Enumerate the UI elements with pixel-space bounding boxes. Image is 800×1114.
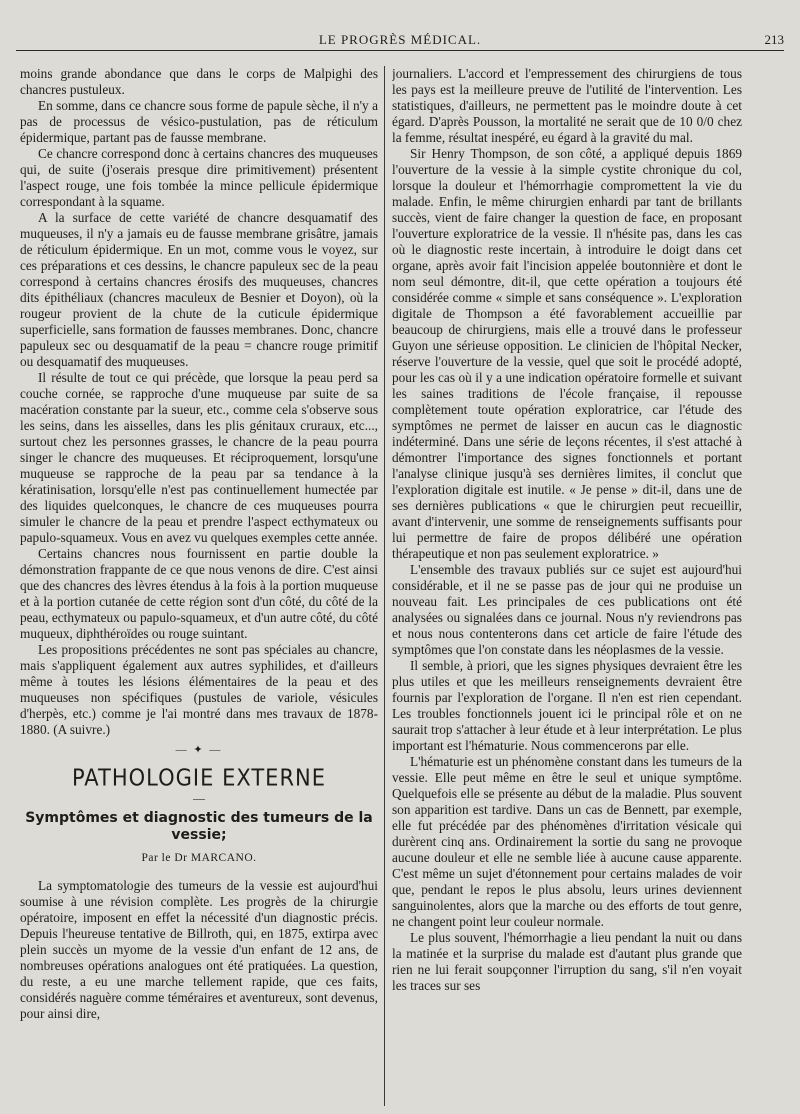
- paragraph: Ce chancre correspond donc à certains chancres des muqueuses qui, de suite (j'oserais presque dire primitivement) présentent l'aspect rouge, une fois tombée la mince pellicule épidermique correspondant à la squame.: [20, 146, 378, 209]
- page-number: 213: [764, 32, 784, 47]
- paragraph: moins grande abondance que dans le corps de Malpighi des chancres pustuleux.: [20, 66, 378, 97]
- journal-title: LE PROGRÈS MÉDICAL.: [318, 32, 482, 47]
- left-column: [20, 66, 378, 1114]
- paragraph: La symptomatologie des tumeurs de la vessie est aujourd'hui soumise à une révision complète. Les progrès de la chirurgie opératoire, imposent en effet la nécessité d'un diagnostic précis. Depuis l'heureuse tentative de Billroth, qui, en 1875, extirpa avec plein succès un myome de la vessie d'un enfant de 12 ans, de nombreuses opérations analogues ont été pratiquées. La question, du reste, a eu une marche tellement rapide, que ces faits, considérés naguère comme téméraires et aventureux, sont devenus, pour ainsi dire,: [20, 878, 378, 1021]
- paragraph: L'hématurie est un phénomène constant dans les tumeurs de la vessie. Elle peut même en être le seul et unique symptôme. Quelquefois elle se présente au début de la maladie. Plus souvent son apparition est tardive. Dans un cas de Bennett, par exemple, elle fut précédée par des phénomènes d'irritation vésicale qui durèrent cinq ans. Ordinairement la sortie du sang ne provoque aucune douleur et elle ne semble liée à aucune cause apparente. C'est même un sujet d'étonnement pour certains malades de voir que, pendant le repos le plus absolu, leurs urines deviennent sanguinolentes, alors que la marche ou des efforts de tout genre, ne changent point leur couleur normale.: [392, 754, 742, 929]
- paragraph: journaliers. L'accord et l'empressement des chirurgiens de tous les pays est la meilleure preuve de l'utilité de l'intervention. Les statistiques, d'ailleurs, ne permettent pas le moindre doute à cet égard. D'après Pousson, la mortalité ne serait que de 10 0/0 chez la femme, résultat inespéré, eu égard à la gravité du mal.: [392, 66, 742, 145]
- right-column: [392, 66, 742, 1114]
- paragraph: L'ensemble des travaux publiés sur ce sujet est aujourd'hui considérable, et il ne se passe pas de jour qui ne produise un nouveau fait. Les principales de ces publications ont été analysées ou signalées dans ce journal. Nous n'y reviendrons pas et nous nous contenterons dans cet article de faire l'étude des symptômes que l'on constate dans les néoplasmes de la vessie.: [392, 562, 742, 657]
- page-header: [16, 28, 784, 51]
- paragraph: Sir Henry Thompson, de son côté, a appliqué depuis 1869 l'ouverture de la vessie à la simple cystite chronique du col, lorsque la douleur et l'hémorrhagie compromettent la vie du malade. Enfin, le même chirurgien enhardi par tant de brillants succès, vient de faire changer la question de face, en proposant l'ouverture exploratrice de la vessie. Il n'hésite pas, dans les cas où le diagnostic reste incertain, à introduire le doigt dans cet organe, après avoir fait l'incision appelée boutonnière et dont le nom seul démontre, dit-il, que cette opération a toujours été considérée comme « simple et sans conséquence ». L'exploration digitale de Thompson a été favorablement accueillie par beaucoup de chirurgiens, mais elle a trouvé dans le professeur Guyon une sérieuse opposition. Le clinicien de l'hôpital Necker, réserve l'ouverture de la vessie, quel que soit le procédé adopté, pour les cas où il y a une indication opératoire formelle et suivant les saines traditions de l'école française, il repousse complètement toute opération exploratrice, car l'étude des symptômes ne permet de laisser en aucun cas le diagnostic indéterminé. Dans une série de leçons récentes, il s'est attaché à démontrer l'importance des signes fonctionnels et portant l'analyse clinique jusqu'à ses dernières limites, il conclut que l'exploration digitale est inutile. « Je pense » dit-il, dans une de ses dernières publications « que le chirurgien peut recueillir, avant d'intervenir, une somme de renseignements suffisants pour lui permettre de faire de propos délibéré une opération thérapeutique et non pas seulement exploratrice. »: [392, 146, 742, 561]
- byline: Par le Dr MARCANO.: [141, 852, 257, 864]
- paragraph: Il résulte de tout ce qui précède, que lorsque la peau perd sa couche cornée, se rapproche d'une muqueuse par suite de sa macération constante par la sueur, etc., comme cela s'observe sous les seins, dans les aisselles, dans les plis génitaux cruraux, etc..., surtout chez les personnes grasses, le chancre de la peau pourra singer le chancre des muqueuses. Et réciproquement, lorsqu'une muqueuse se rapproche de la peau par sa tendance à la kératinisation, lorsqu'elle n'est pas continuellement humectée par des liquides quelconques, le chancre de ces muqueuses pourra simuler le chancre de la peau et prendre l'aspect ecthymateux ou papulo-squameux. Vous en avez vu quelques exemples cette année.: [20, 370, 378, 545]
- paragraph: Certains chancres nous fournissent en partie double la démonstration frappante de ce que nous venons de dire. C'est ainsi que des chancres des lèvres étendus à la fois à la portion muqueuse et à la portion cutanée de cette région sont d'un côté, du côté de la peau, ecthymateux ou papulo-squameux, et d'un autre côté, du côté muqueux, diphthéroïdes ou rouge suintant.: [20, 546, 378, 641]
- paragraph: Les propositions précédentes ne sont pas spéciales au chancre, mais s'appliquent également aux autres syphilides, et d'ailleurs même à toutes les lésions élémentaires de la peau et des muqueuses non spécifiques (pustules de variole, vésicules d'herpès, etc.) comme je l'ai montré dans mes travaux de 1878-1880. (A suivre.): [20, 642, 378, 737]
- column-divider: [384, 66, 385, 1106]
- section-dash: —: [193, 791, 205, 805]
- section-heading: PATHOLOGIE EXTERNE: [71, 764, 327, 792]
- ornament-divider: — ✦ —: [175, 744, 223, 756]
- article-title: Symptômes et diagnostic des tumeurs de la vessie;: [25, 810, 373, 843]
- paragraph: En somme, dans ce chancre sous forme de papule sèche, il n'y a pas de processus de vésico-pustulation, pas de réticulum épidermique, partant pas de fausse membrane.: [20, 98, 378, 145]
- paragraph: A la surface de cette variété de chancre desquamatif des muqueuses, il n'y a jamais eu de fausse membrane grisâtre, jamais de réticulum épidermique. En un mot, comme vous le voyez, sur ces préparations et ces dessins, le chancre papuleux sec de la peau correspond à certains chancres érosifs des muqueuses, chancres dits épithéliaux (chancres maculeux de Besnier et Doyon), où la rougeur provient de la chute de la cuticule épidermique superficielle, sans formation de fausses membranes. Donc, chancre papuleux sec ou desquamatif de la peau = chancre rouge primitif ou desquamatif des muqueuses.: [20, 210, 378, 369]
- paragraph: Le plus souvent, l'hémorrhagie a lieu pendant la nuit ou dans la matinée et la surprise du malade est d'autant plus grande que rien ne lui ferait soupçonner l'irruption du sang, s'il n'en voyait les traces sur ses: [392, 930, 742, 993]
- paragraph: Il semble, à priori, que les signes physiques devraient être les plus utiles et que les meilleurs renseignements devraient être fournis par l'exploration de l'organe. Il n'en est rien cependant. Les troubles fonctionnels jouent ici le principal rôle et on ne saurait trop s'attacher à leur étude et à leur interprétation. Le plus important est l'hématurie. Nous commencerons par elle.: [392, 658, 742, 753]
